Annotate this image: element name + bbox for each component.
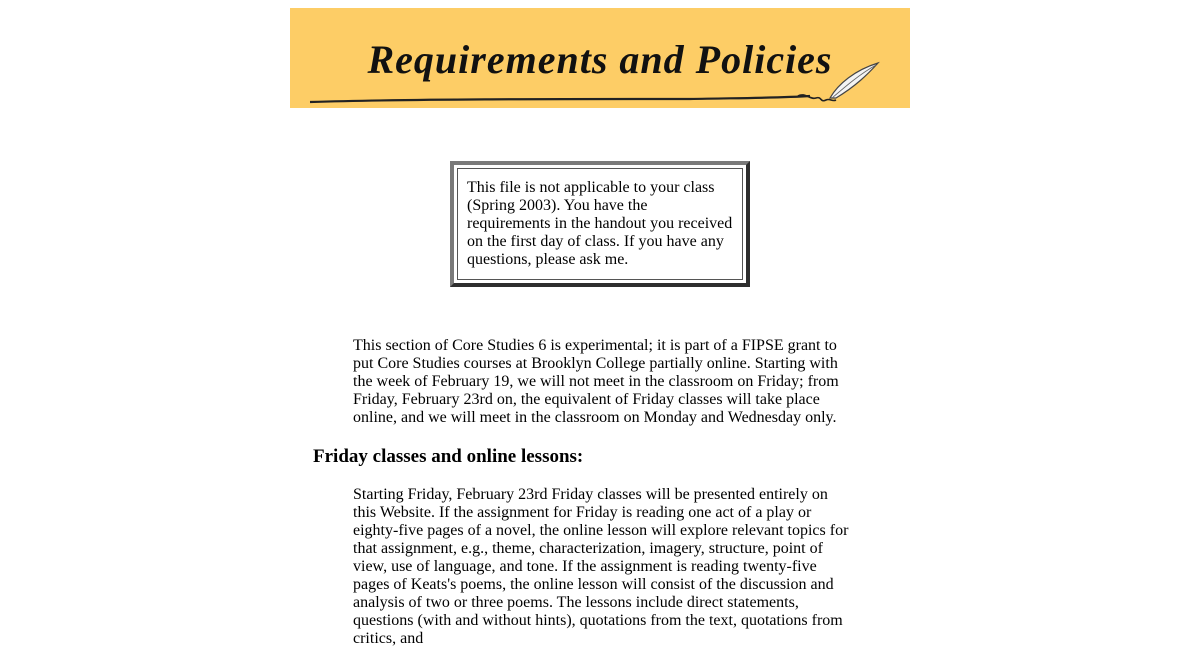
- banner-title: Requirements and Policies: [367, 37, 833, 82]
- notice-box: [450, 161, 750, 287]
- intro-paragraph: This section of Core Studies 6 is experimental; it is part of a FIPSE grant to put Core Studies courses at Brooklyn College partially online. Starting with the week of February 19, we will not meet in the classroom on Friday; from Friday, February 23rd on, the equivalent of Friday classes will take place online, and we will meet in the classroom on Monday and Wednesday only.: [353, 337, 839, 426]
- section-heading: Friday classes and online lessons:: [313, 446, 584, 467]
- notice-text: This file is not applicable to your class (Spring 2003). You have the requirements in the handout you received on the first day of class. If you have any questions, please ask me.: [457, 168, 743, 280]
- page-banner: [290, 8, 910, 108]
- section-paragraph: Starting Friday, February 23rd Friday classes will be presented entirely on this Website. If the assignment for Friday is reading one act of a play or eighty-five pages of a novel, the online lesson will explore relevant topics for that assignment, e.g., theme, characterization, imagery, structure, point of view, use of language, and tone. If the assignment is reading twenty-five pages of Keats's poems, the online lesson will consist of the discussion and analysis of two or three poems. The lessons include direct statements, questions (with and without hints), quotations from the text, quotations from critics, and: [353, 486, 849, 647]
